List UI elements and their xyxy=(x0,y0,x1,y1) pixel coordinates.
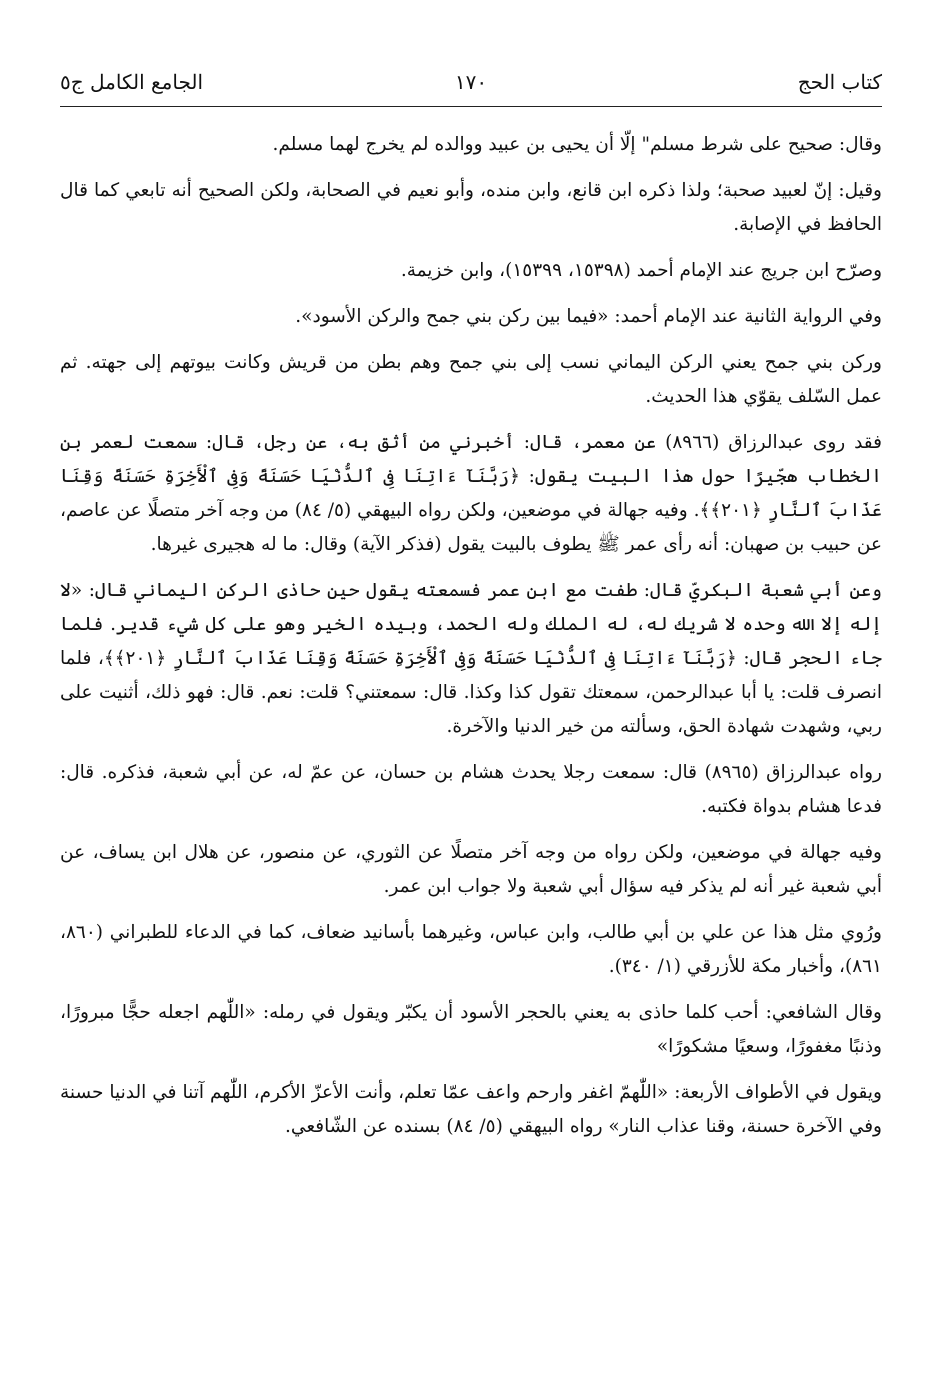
paragraph: رواه عبدالرزاق (٨٩٦٥) قال: سمعت رجلا يحدث هشام بن حسان، عن عمّ له، عن أبي شعبة، فذكره. قال: فدعا هشام بدواة فكتبه. xyxy=(60,762,882,817)
page-number: ١٧٠ xyxy=(454,70,488,94)
header-rule xyxy=(60,106,882,107)
paragraph: وفيه جهالة في موضعين، ولكن رواه من وجه آخر متصلًا عن الثوري، عن منصور، عن هلال ابن يساف، عن أبي شعبة غير أنه لم يذكر فيه سؤال أبي شعبة ولا جواب ابن عمر. xyxy=(60,842,882,897)
paragraph: وفي الرواية الثانية عند الإمام أحمد: «فيما بين ركن بني جمح والركن الأسود». xyxy=(295,306,882,327)
paragraph: وركن بني جمح يعني الركن اليماني نسب إلى بني جمح وهم بطن من قريش وكانت بيوتهم إلى جهته. ثم عمل السّلف يقوّي هذا الحديث. xyxy=(60,352,882,407)
paragraph: وقال: صحيح على شرط مسلم" إلّا أن يحيى بن عبيد ووالده لم يخرج لهما مسلم. xyxy=(272,134,882,155)
page-body xyxy=(60,128,882,1156)
paragraph: وقال الشافعي: أحب كلما حاذى به يعني بالحجر الأسود أن يكبّر ويقول في رمله: «اللّٰهم اجعله حجًّا مبرورًا، وذنبًا مغفورًا، وسعيًا مشكورًا» xyxy=(60,1002,882,1057)
paragraph: وقيل: إنّ لعبيد صحبة؛ ولذا ذكره ابن قانع، وابن منده، وأبو نعيم في الصحابة، ولكن الصحيح أنه تابعي كما قال الحافظ في الإصابة. xyxy=(60,180,882,235)
paragraph: فقد روى عبدالرزاق (٨٩٦٦) عن معمر، قال: أخبرني من أثق به، عن رجل، قال: سمعت لعمر بن الخطاب هجّيرًا حول هذا البيت يقول: ﴿رَبَّنَآ ءَاتِنَا فِى ٱلدُّنْيَا حَسَنَةً وَفِى ٱلْأَخِرَةِ حَسَنَةً وَقِنَا عَذَابَ ٱلنَّارِ ﴿٢٠١﴾﴾. وفيه جهالة في موضعين، ولكن رواه البيهقي (٥/ ٨٤) من وجه آخر متصلًا عن عاصم، عن حبيب بن صهبان: أنه رأى عمر ﷺ يطوف بالبيت يقول (فذكر الآية) وقال: ما له هجيرى غيرها. xyxy=(60,432,882,555)
paragraph: وعن أبي شعبة البكريّ قال: طفت مع ابن عمر فسمعته يقول حين حاذى الركن اليماني قال: «لا إله إلا الله وحده لا شريك له، له الملك وله الحمد، وبيده الخير وهو على كل شيء قدير. فلما جاء الحجر قال: ﴿رَبَّنَآ ءَاتِنَا فِى ٱلدُّنْيَا حَسَنَةً وَفِى ٱلْأَخِرَةِ حَسَنَةً وَقِنَا عَذَابَ ٱلنَّارِ ﴿٢٠١﴾﴾، فلما انصرف قلت: يا أبا عبدالرحمن، سمعتك تقول كذا وكذا. قال: سمعتني؟ قلت: نعم. قال: فهو ذلك، أثنيت على ربي، وشهدت شهادة الحق، وسألته من خير الدنيا والآخرة. xyxy=(60,580,882,737)
chapter-title: كتاب الحج xyxy=(797,70,882,94)
page-header xyxy=(60,62,882,106)
book-title: الجامع الكامل ج٥ xyxy=(60,70,204,94)
paragraph: وصرّح ابن جريج عند الإمام أحمد (١٥٣٩٨، ١٥٣٩٩)، وابن خزيمة. xyxy=(400,260,882,281)
paragraph: ورُوي مثل هذا عن علي بن أبي طالب، وابن عباس، وغيرهما بأسانيد ضعاف، كما في الدعاء للطبراني (٨٦٠، ٨٦١)، وأخبار مكة للأزرقي (١/ ٣٤٠). xyxy=(60,922,882,977)
paragraph: ويقول في الأطواف الأربعة: «اللّٰهمّ اغفر وارحم واعف عمّا تعلم، وأنت الأعزّ الأكرم، اللّٰهم آتنا في الدنيا حسنة وفي الآخرة حسنة، وقنا عذاب النار» رواه البيهقي (٥/ ٨٤) بسنده عن الشّافعي. xyxy=(60,1082,882,1137)
